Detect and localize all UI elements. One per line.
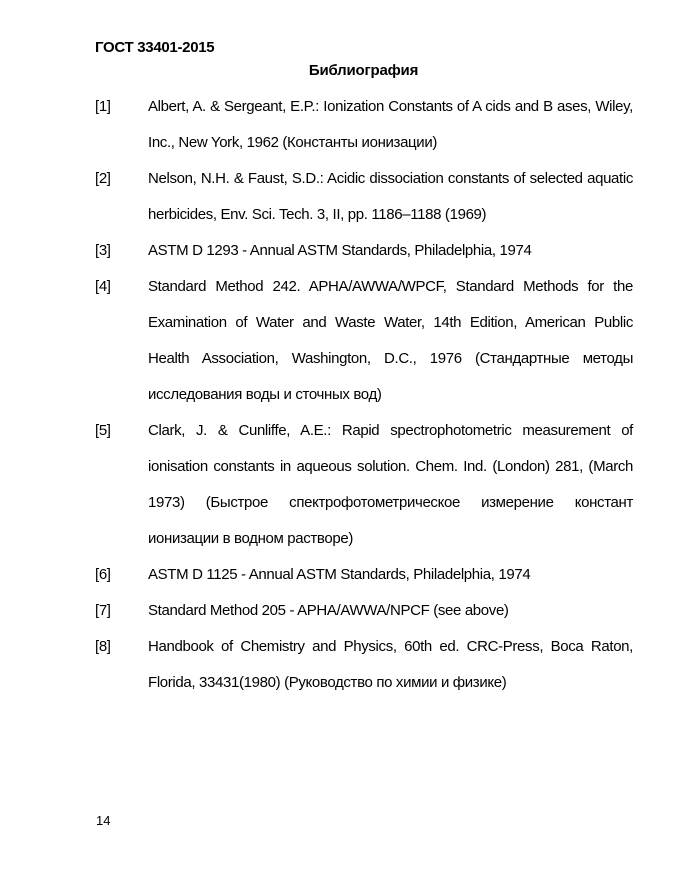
section-title: Библиография [308, 62, 419, 79]
reference-text: Clark, J. & Cunliffe, A.E.: Rapid spectrophotometric measurement of ionisation constants in aqueous solution. Chem. Ind. (London) 281, (March 1973) (Быстрое спектрофотометрическое измерение констант ионизации в водном растворе) [148, 422, 633, 547]
reference-item [95, 557, 633, 593]
reference-item [95, 161, 633, 233]
reference-number: [3] [95, 242, 111, 259]
page-number: 14 [96, 813, 111, 828]
reference-text: Handbook of Chemistry and Physics, 60th ed. CRC-Press, Boca Raton, Florida, 33431(1980) (Руководство по химии и физике) [148, 638, 633, 691]
reference-item [95, 269, 633, 413]
reference-number: [4] [95, 278, 111, 295]
reference-item [95, 629, 633, 701]
reference-number: [8] [95, 638, 111, 655]
bibliography-list [95, 89, 633, 701]
reference-text: ASTM D 1293 - Annual ASTM Standards, Philadelphia, 1974 [148, 242, 532, 259]
reference-number: [6] [95, 566, 111, 583]
reference-text: Albert, A. & Sergeant, E.P.: Ionization Constants of A cids and B ases, Wiley, Inc., New York, 1962 (Константы ионизации) [148, 98, 633, 151]
reference-item [95, 89, 633, 161]
reference-text: Standard Method 205 - APHA/AWWA/NPCF (see above) [148, 602, 509, 619]
reference-text: ASTM D 1125 - Annual ASTM Standards, Philadelphia, 1974 [148, 566, 531, 583]
reference-text: Standard Method 242. APHA/AWWA/WPCF, Standard Methods for the Examination of Water and Waste Water, 14th Edition, American Public Health Association, Washington, D.C., 1976 (Стандартные методы исследования воды и сточных вод) [148, 278, 633, 403]
reference-text: Nelson, N.H. & Faust, S.D.: Acidic dissociation constants of selected aquatic herbicides, Env. Sci. Tech. 3, II, pp. 1186–1188 (1969) [148, 170, 633, 223]
reference-number: [2] [95, 170, 111, 187]
reference-item [95, 233, 633, 269]
reference-number: [7] [95, 602, 111, 619]
reference-number: [1] [95, 98, 111, 115]
reference-item [95, 413, 633, 557]
document-code: ГОСТ 33401-2015 [95, 39, 215, 56]
reference-item [95, 593, 633, 629]
reference-number: [5] [95, 422, 111, 439]
